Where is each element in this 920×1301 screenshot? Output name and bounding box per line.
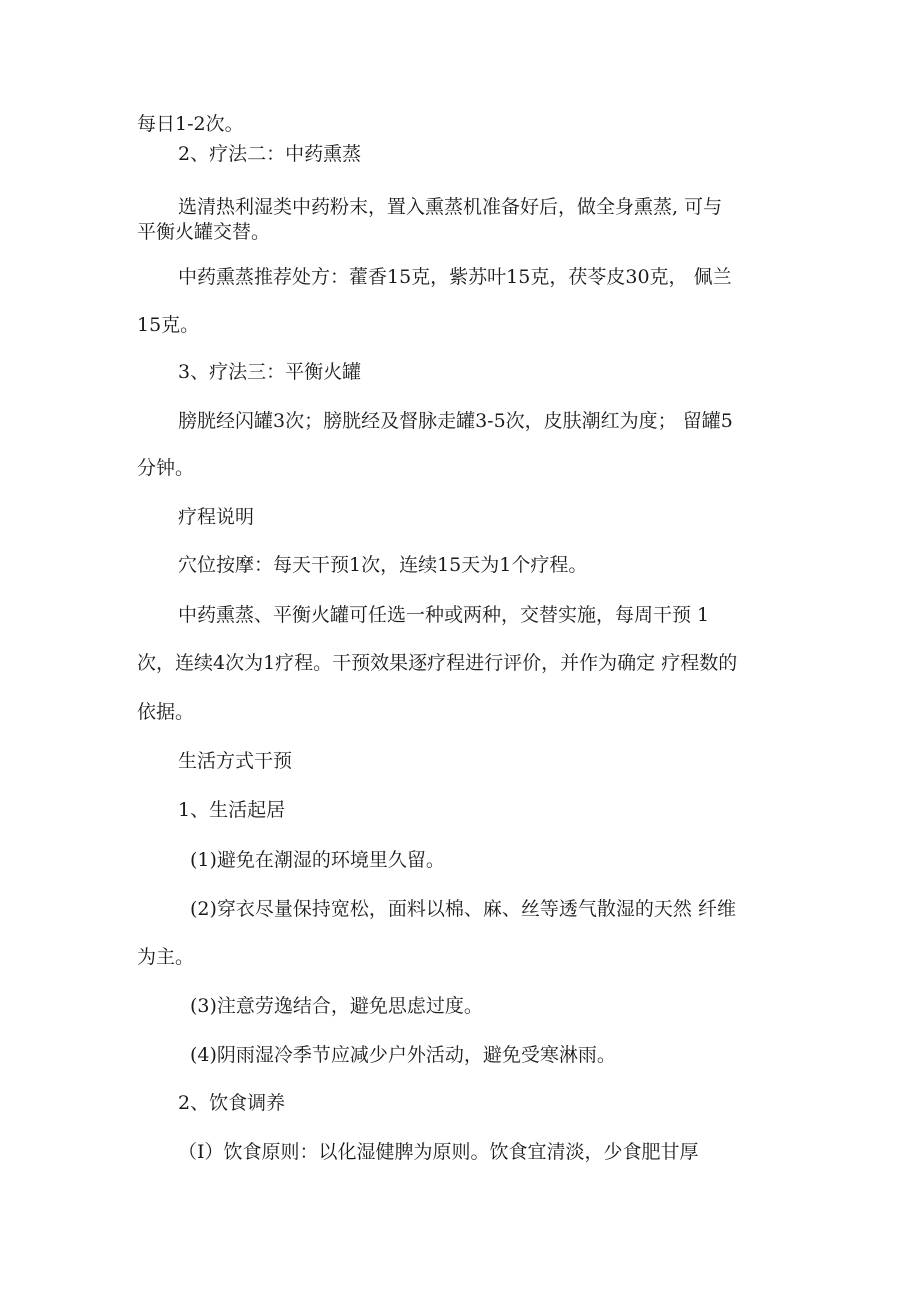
text-line-acupoint-massage: 穴位按摩：每天干预1次，连续15天为1个疗程。 [178,554,588,576]
text-line-course-3: 依据。 [137,701,195,723]
heading-daily-living: 1、生活起居 [178,799,286,821]
list-item-2-line-1: (2)穿衣尽量保持宽松，面料以棉、麻、丝等透气散湿的天然 纤维 [190,898,736,920]
heading-therapy-3: 3、疗法三：平衡火罐 [178,361,362,383]
heading-therapy-2: 2、疗法二：中药熏蒸 [178,143,362,165]
text-line-daily-frequency: 每日1-2次。 [137,113,244,135]
text-line-course-1: 中药熏蒸、平衡火罐可任选一种或两种，交替实施，每周干预 1 [178,604,710,626]
list-item-1: (1)避免在潮湿的环境里久留。 [190,849,445,871]
text-line-cupping-1: 膀胱经闪罐3次；膀胱经及督脉走罐3-5次，皮肤潮红为度； 留罐5 [178,410,733,432]
text-line-prescription-2: 15克。 [137,314,200,336]
list-item-2-line-2: 为主。 [137,946,195,968]
text-line-diet-principle: （I）饮食原则：以化湿健脾为原则。饮食宜清淡，少食肥甘厚 [178,1141,699,1163]
heading-diet-regulation: 2、饮食调养 [178,1092,286,1114]
text-line-cupping-2: 分钟。 [137,457,195,479]
text-line-course-2: 次，连续4次为1疗程。干预效果逐疗程进行评价，并作为确定 疗程数的 [137,652,738,674]
list-item-3: (3)注意劳逸结合，避免思虑过度。 [190,995,483,1017]
heading-lifestyle-intervention: 生活方式干预 [178,750,293,772]
text-line-fumigation-2: 平衡火罐交替。 [137,221,271,243]
text-line-fumigation-1: 选清热利湿类中药粉末，置入熏蒸机准备好后，做全身熏蒸, 可与 [178,196,723,218]
heading-course-description: 疗程说明 [178,506,255,528]
list-item-4: (4)阴雨湿冷季节应减少户外活动，避免受寒淋雨。 [190,1044,616,1066]
text-line-prescription-1: 中药熏蒸推荐处方：藿香15克，紫苏叶15克，茯苓皮30克， 佩兰 [178,266,732,288]
